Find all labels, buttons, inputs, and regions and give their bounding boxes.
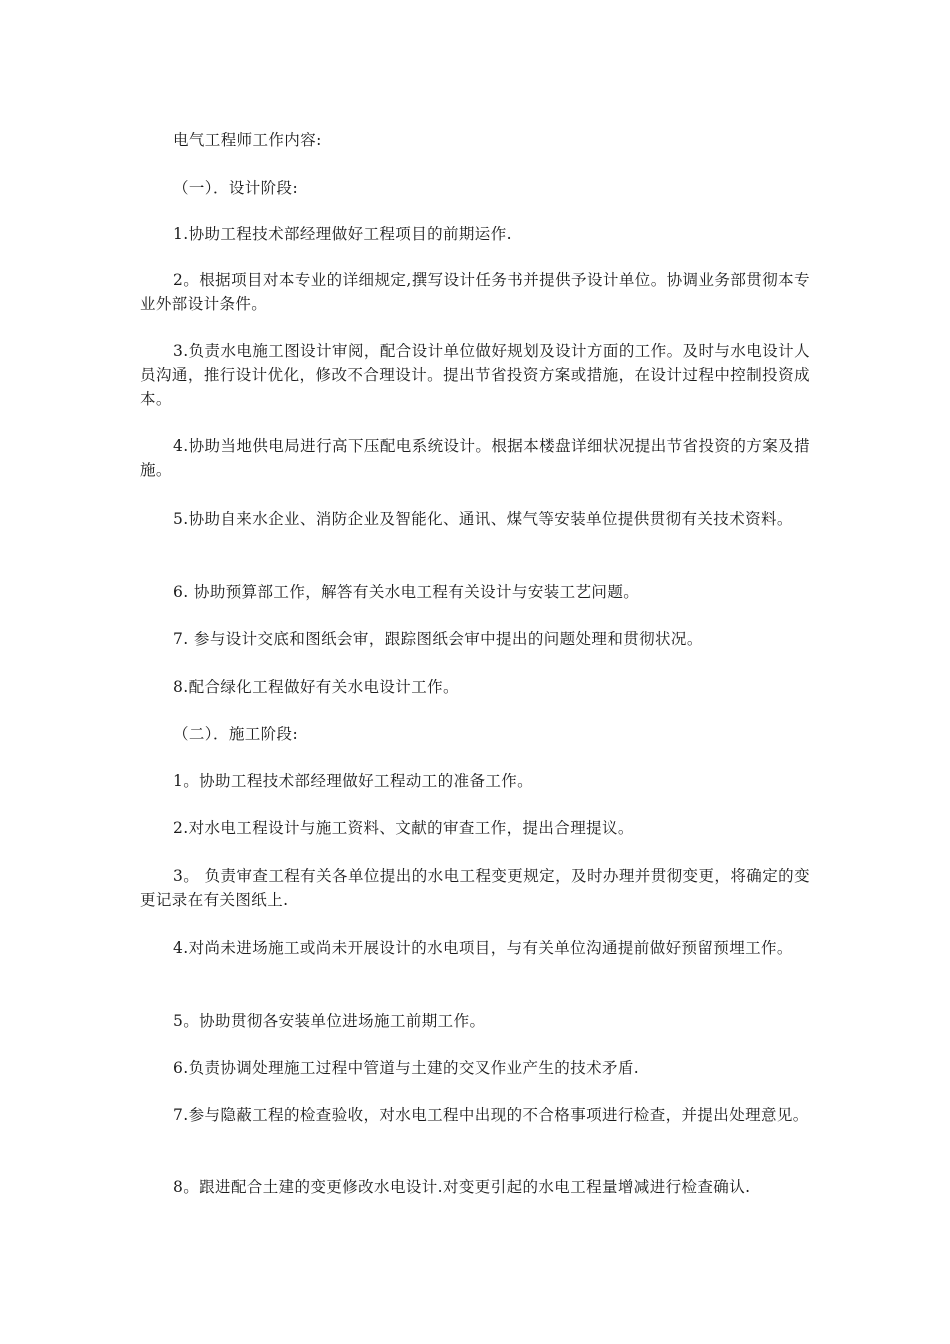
section-heading-design: （一）．设计阶段:: [173, 179, 299, 197]
construction-item-4: 4.对尚未进场施工或尚未开展设计的水电项目，与有关单位沟通提前做好预留预埋工作。: [173, 939, 793, 957]
construction-item-1: 1。协助工程技术部经理做好工程动工的准备工作。: [173, 772, 534, 790]
construction-item-6: 6.负责协调处理施工过程中管道与土建的交叉作业产生的技术矛盾.: [173, 1059, 640, 1077]
design-item-4: 4.协助当地供电局进行高下压配电系统设计。根据本楼盘详细状况提出节省投资的方案及措施。: [140, 437, 810, 479]
construction-item-8: 8。跟进配合土建的变更修改水电设计.对变更引起的水电工程量增减进行检查确认.: [173, 1178, 751, 1196]
construction-item-2: 2.对水电工程设计与施工资料、文献的审查工作，提出合理提议。: [173, 819, 634, 837]
design-item-2: 2。根据项目对本专业的详细规定,撰写设计任务书并提供予设计单位。协调业务部贯彻本专业外部设计条件。: [140, 271, 810, 313]
design-item-6: 6. 协助预算部工作，解答有关水电工程有关设计与安装工艺问题。: [173, 583, 640, 601]
design-item-1: 1.协助工程技术部经理做好工程项目的前期运作.: [173, 225, 512, 243]
construction-item-3: 3。 负责审查工程有关各单位提出的水电工程变更规定，及时办理并贯彻变更，将确定的变更记录在有关图纸上.: [140, 867, 810, 909]
design-item-5: 5.协助自来水企业、消防企业及智能化、通讯、煤气等安装单位提供贯彻有关技术资料。: [173, 510, 793, 528]
construction-item-7: 7.参与隐蔽工程的检查验收，对水电工程中出现的不合格事项进行检查，并提出处理意见。: [173, 1106, 809, 1124]
design-item-3: 3.负责水电施工图设计审阅，配合设计单位做好规划及设计方面的工作。及时与水电设计人员沟通，推行设计优化，修改不合理设计。提出节省投资方案或措施，在设计过程中控制投资成本。: [140, 342, 810, 408]
design-item-7: 7. 参与设计交底和图纸会审，跟踪图纸会审中提出的问题处理和贯彻状况。: [173, 630, 703, 648]
section-heading-construction: （二）．施工阶段:: [173, 725, 299, 743]
design-item-8: 8.配合绿化工程做好有关水电设计工作。: [173, 678, 459, 696]
construction-item-5: 5。协助贯彻各安装单位进场施工前期工作。: [173, 1012, 486, 1030]
document-title: 电气工程师工作内容:: [173, 131, 322, 149]
